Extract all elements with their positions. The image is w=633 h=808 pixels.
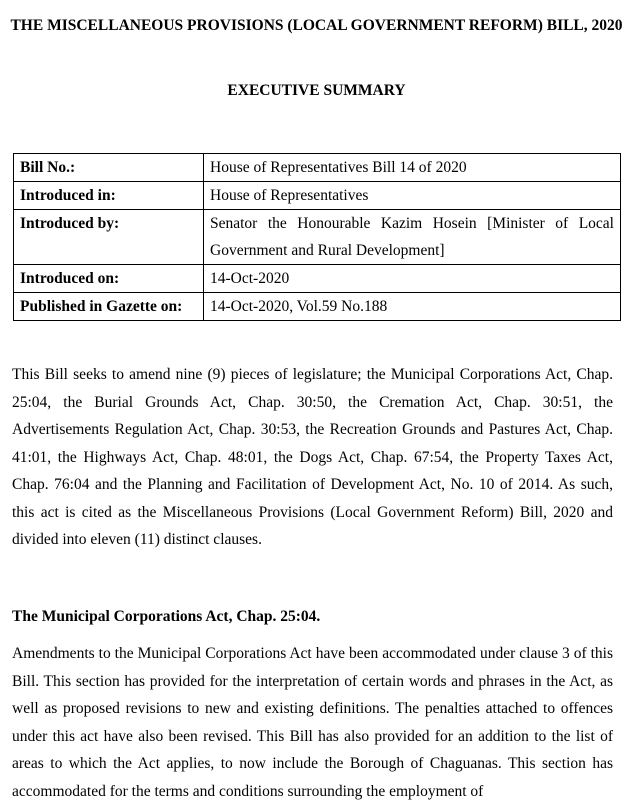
introduced-in-label: Introduced in: [14,182,204,210]
intro-paragraph: This Bill seeks to amend nine (9) pieces of legislature; the Municipal Corporations Act, Chap. 25:04, the Burial Grounds Act, Chap. 30:50, the Cremation Act, Chap. 30:51, the Advertisements Regulation Act, Chap. 30:53, the Recreation Grounds and Pastures Act, Chap. 41:01, the Highways Act, Chap. 48:01, the Dogs Act, Chap. 67:54, the Property Taxes Act, Chap. 76:04 and the Planning and Facilitation of Development Act, No. 10 of 2014. As such, this act is cited as the Miscellaneous Provisions (Local Government Reform) Bill, 2020 and divided into eleven (11) distinct clauses. [12,366,613,548]
table-row [14,265,621,293]
table-row [14,210,621,265]
introduced-on-label: Introduced on: [14,265,204,293]
table-row [14,293,621,321]
bill-no-value: House of Representatives Bill 14 of 2020 [204,154,621,182]
table-row [14,182,621,210]
published-gazette-value: 14-Oct-2020, Vol.59 No.188 [204,293,621,321]
introduced-on-value: 14-Oct-2020 [204,265,621,293]
bill-info-table [13,153,621,321]
published-gazette-label: Published in Gazette on: [14,293,204,321]
table-row [14,154,621,182]
introduced-in-value: House of Representatives [204,182,621,210]
section-heading: The Municipal Corporations Act, Chap. 25:04. [12,608,321,625]
introduced-by-label: Introduced by: [14,210,204,265]
executive-summary-heading: EXECUTIVE SUMMARY [227,82,406,99]
document-title: THE MISCELLANEOUS PROVISIONS (LOCAL GOVERNMENT REFORM) BILL, 2020 [10,17,623,34]
section-paragraph: Amendments to the Municipal Corporations Act have been accommodated under clause 3 of this Bill. This section has provided for the interpretation of certain words and phrases in the Act, as well as proposed revisions to new and existing definitions. The penalties attached to offences under this act have also been revised. This Bill has also provided for an addition to the list of areas to which the Act applies, to now include the Borough of Chaguanas. This section has accommodated for the terms and conditions surrounding the employment of [12,645,613,800]
introduced-by-value: Senator the Honourable Kazim Hosein [Minister of Local Government and Rural Development] [204,210,621,265]
bill-no-label: Bill No.: [14,154,204,182]
